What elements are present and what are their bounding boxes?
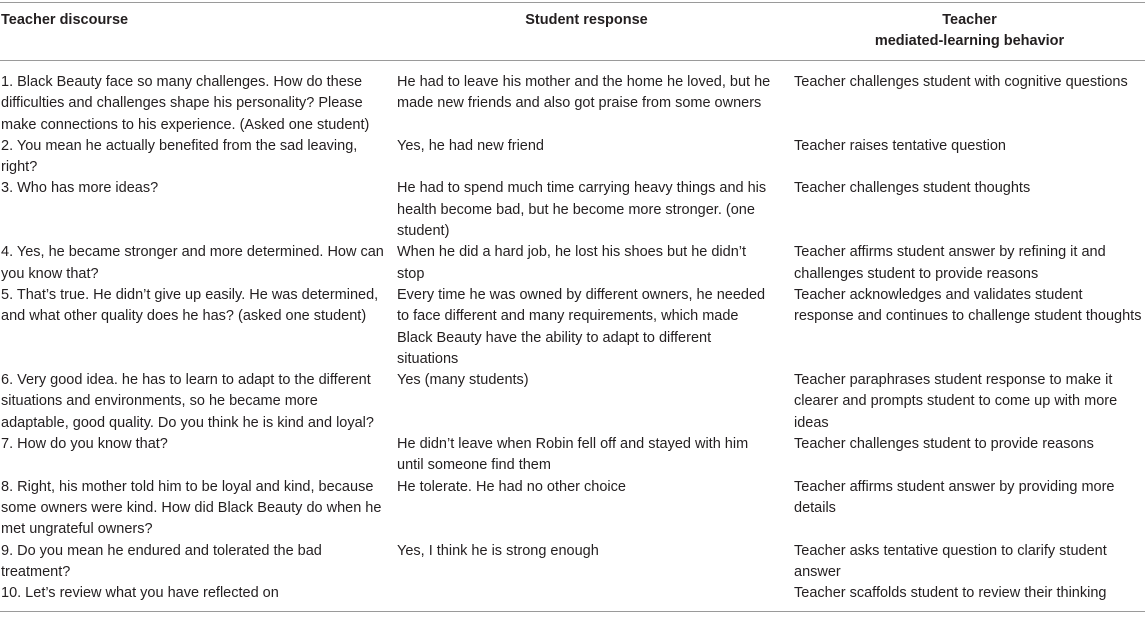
discourse-table (0, 2, 1145, 612)
student-response-cell: He had to spend much time carrying heavy things and his health become bad, but he become more stronger. (one student) (397, 180, 767, 240)
student-response-cell: When he did a hard job, he lost his shoes but he didn’t stop (397, 244, 747, 282)
teacher-discourse-cell: 9. Do you mean he endured and tolerated the bad treatment? (1, 542, 322, 580)
table-row (0, 178, 1145, 242)
behavior-cell: Teacher challenges student with cognitive questions (794, 74, 1128, 90)
teacher-discourse-cell: 1. Black Beauty face so many challenges. How do these difficulties and challenges shape his personality? Please make connections to his experience. (Asked one student) (1, 74, 370, 133)
teacher-discourse-cell: 8. Right, his mother told him to be loyal and kind, because some owners were kind. How did Black Beauty do when he met ungrateful owners? (1, 478, 382, 538)
table-row (0, 541, 1145, 584)
table-row (0, 370, 1145, 434)
teacher-discourse-cell: 4. Yes, he became stronger and more determined. How can you know that? (1, 244, 384, 282)
student-response-cell: Yes (many students) (397, 372, 529, 389)
behavior-cell: Teacher affirms student answer by refining it and challenges student to provide reasons (794, 244, 1106, 282)
header-row (0, 3, 1145, 61)
student-response-cell: Yes, I think he is strong enough (397, 542, 599, 559)
teacher-discourse-cell: 5. That’s true. He didn’t give up easily. He was determined, and what other quality does he has? (asked one student) (1, 286, 379, 325)
behavior-cell: Teacher challenges student to provide reasons (794, 436, 1094, 453)
student-response-cell: Yes, he had new friend (397, 137, 544, 154)
table-row (0, 136, 1145, 179)
student-response-cell: He didn’t leave when Robin fell off and stayed with him until someone find them (397, 436, 749, 474)
header-student-response: Student response (525, 12, 648, 28)
student-response-cell: Every time he was owned by different owners, he needed to face different and many requirements, which made Black Beauty have the ability to adapt to different situations (397, 286, 766, 367)
table-row (0, 583, 1145, 612)
header-behavior-line-1: Teacher (942, 12, 997, 28)
header-teacher-discourse: Teacher discourse (1, 12, 129, 28)
table-header (0, 3, 1145, 61)
teacher-discourse-cell: 7. How do you know that? (1, 436, 168, 453)
table-body (0, 61, 1145, 612)
header-mediated-learning-behavior (794, 3, 1145, 61)
student-response-cell: He tolerate. He had no other choice (397, 478, 626, 495)
behavior-cell: Teacher paraphrases student response to make it clearer and prompts student to come up with more ideas (794, 372, 1118, 431)
table-row (0, 61, 1145, 136)
behavior-cell: Teacher affirms student answer by providing more details (794, 478, 1115, 516)
student-response-cell: He had to leave his mother and the home he loved, but he made new friends and also got praise from some owners (397, 74, 771, 112)
table-row (0, 434, 1145, 477)
behavior-cell: Teacher raises tentative question (794, 137, 1006, 154)
behavior-cell: Teacher scaffolds student to review their thinking (794, 585, 1107, 602)
teacher-discourse-cell: 6. Very good idea. he has to learn to adapt to the different situations and environments, so he became more adaptable, good quality. Do you think he is kind and loyal? (1, 372, 374, 431)
behavior-cell: Teacher challenges student thoughts (794, 180, 1031, 197)
behavior-cell: Teacher asks tentative question to clarify student answer (794, 542, 1107, 580)
teacher-discourse-cell: 3. Who has more ideas? (1, 180, 159, 197)
table-row (0, 477, 1145, 541)
table-row (0, 285, 1145, 370)
table-row (0, 242, 1145, 285)
header-behavior-line-2: mediated-learning behavior (874, 33, 1065, 50)
teacher-discourse-cell: 2. You mean he actually benefited from the sad leaving, right? (1, 137, 358, 176)
behavior-cell: Teacher acknowledges and validates student response and continues to challenge student thoughts (794, 286, 1142, 325)
student-response-cell (397, 583, 794, 612)
teacher-discourse-cell: 10. Let’s review what you have reflected on (1, 585, 279, 602)
